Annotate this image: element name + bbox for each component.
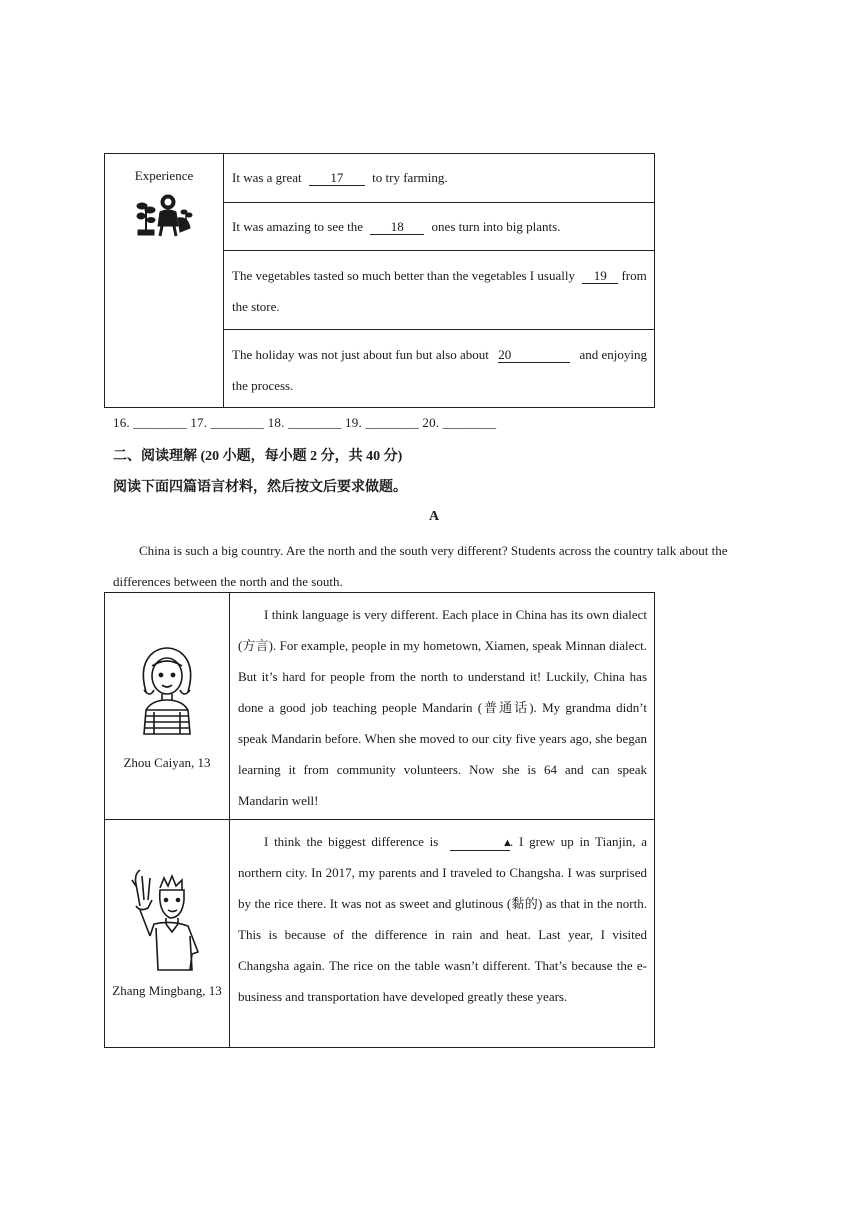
blank-17: 17	[309, 171, 365, 186]
boy-waving-portrait	[122, 866, 212, 972]
passage-label: A	[428, 509, 440, 524]
experience-cell	[105, 154, 224, 408]
triangle-icon: ▲	[502, 837, 513, 849]
girl-portrait	[132, 642, 202, 738]
blank-19: 19	[582, 269, 618, 284]
table-row: The vegetables tasted so much better than the vegetables I usually 19 from the store.	[224, 251, 655, 330]
student-cell	[105, 820, 230, 1048]
section-heading: 二、阅读理解 (20 小题，每小题 2 分，共 40 分)	[113, 449, 403, 464]
table-row: The holiday was not just about fun but also about 20 and enjoying the process.	[224, 330, 655, 408]
student-text: I think the biggest difference is ▲. I grew up in Tianjin, a northern city. In 2017, my parents and I traveled to Changsha. I was surprised by the rice there. It was not as sweet and glutinous (黏的) as that in the north. This is because of the difference in rain and heat. Last year, I visited Changsha again. The rice on the table wasn’t different. That’s because the e-business and transportation have developed greatly these years.	[230, 820, 655, 1048]
blank-20: 20	[498, 348, 570, 363]
table-row: It was a great 17 to try farming.	[224, 154, 655, 203]
instruction: 阅读下面四篇语言材料，然后按文后要求做题。	[113, 480, 407, 495]
student-text: I think language is very different. Each place in China has its own dialect (方言). For example, people in my hometown, Xiamen, speak Minnan dialect. But it’s hard for people from the north to understand it! Luckily, China has done a good job teaching people Mandarin (普通话). My grandma didn’t speak Mandarin before. When she moved to our city five years ago, she began learning it from community volunteers. Now she is 64 and can speak Mandarin well!	[230, 593, 655, 820]
table-row: It was amazing to see the 18 ones turn into big plants.	[224, 203, 655, 251]
farming-illustration	[132, 190, 196, 238]
experience-table	[104, 153, 655, 408]
question-blank	[450, 835, 513, 851]
student-name: Zhang Mingbang, 13	[112, 982, 222, 998]
student-name: Zhou Caiyan, 13	[123, 755, 211, 770]
passage-intro: China is such a big country. Are the north and the south very different? Students across the country talk about the differences between the north and the south.	[113, 543, 728, 589]
students-table	[104, 592, 655, 1048]
blank-18: 18	[370, 220, 424, 235]
experience-label: Experience	[134, 168, 194, 183]
student-cell	[105, 593, 230, 820]
answer-line: 16. ________ 17. ________ 18. ________ 19. ________ 20. ________	[113, 415, 497, 430]
